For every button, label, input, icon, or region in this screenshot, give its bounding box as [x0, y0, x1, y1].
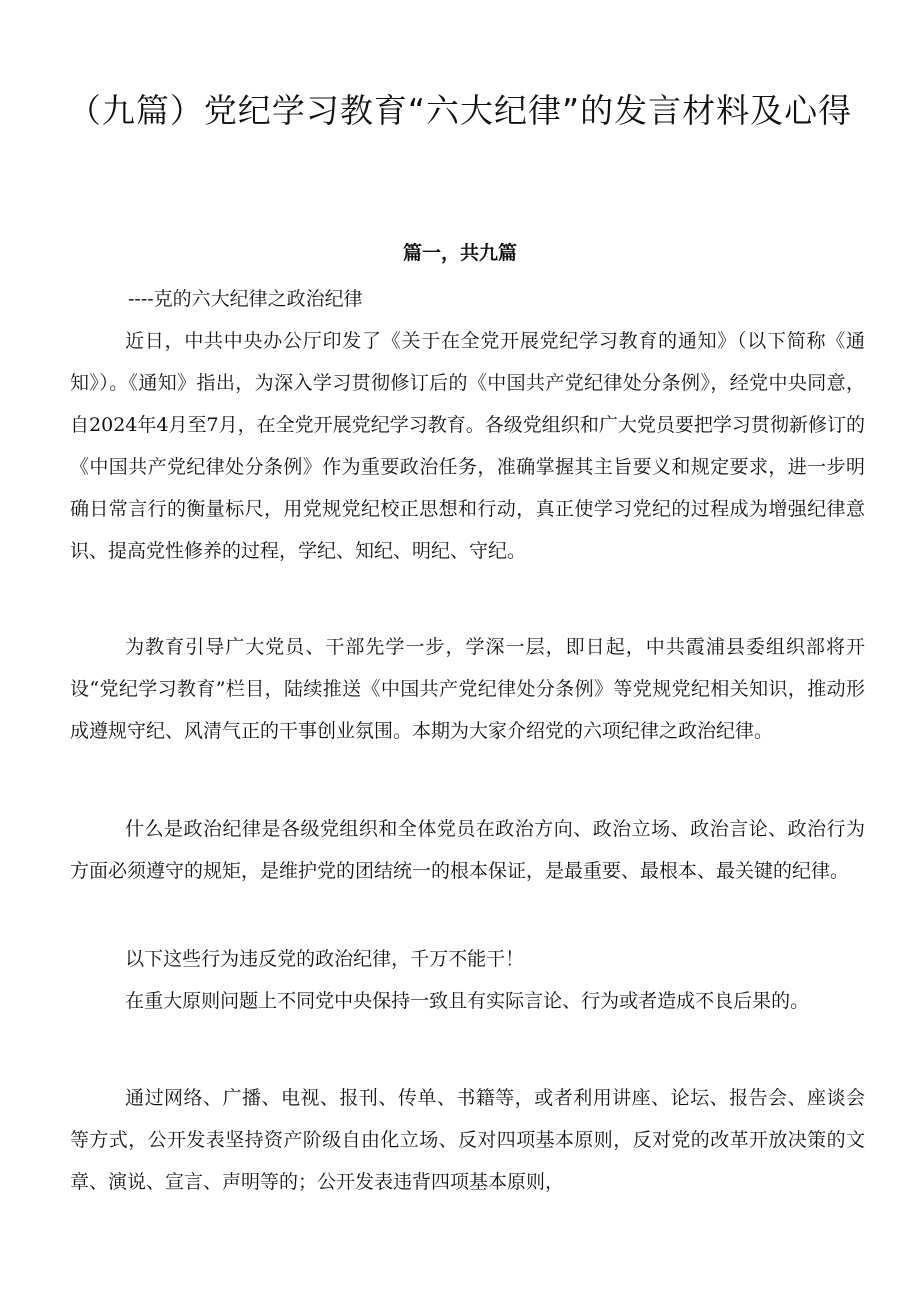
- section-heading: 篇一，共九篇: [402, 242, 517, 264]
- document-title: （九篇）党纪学习教育“六大纪律”的发言材料及心得: [67, 91, 853, 130]
- paragraph: 在重大原则问题上不同党中央保持一致且有实际言论、行为或者造成不良后果的。: [125, 990, 810, 1012]
- paragraph: 近日，中共中央办公厅印发了《关于在全党开展党纪学习教育的通知》（以下简称《通知》）。《通知》指出，为深入学习贯彻修订后的《中国共产党纪律处分条例》，经党中央同意，自2024年4月至7月，在全党开展党纪学习教育。各级党组织和广大党员要把学习贯彻新修订的《中国共产党纪律处分条例》作为重要政治任务，准确掌握其主旨要义和规定要求，进一步明确日常言行的衡量标尺，用党规党纪校正思想和行动，真正使学习党纪的过程成为增强纪律意识、提高党性修养的过程，学纪、知纪、明纪、守纪。: [70, 330, 865, 562]
- paragraph: 为教育引导广大党员、干部先学一步，学深一层，即日起，中共霞浦县委组织部将开设“党纪学习教育”栏目，陆续推送《中国共产党纪律处分条例》等党规党纪相关知识，推动形成遵规守纪、风清气正的干事创业氛围。本期为大家介绍党的六项纪律之政治纪律。: [70, 636, 865, 742]
- paragraph: 什么是政治纪律是各级党组织和全体党员在政治方向、政治立场、政治言论、政治行为方面必须遵守的规矩，是维护党的团结统一的根本保证，是最重要、最根本、最关键的纪律。: [70, 818, 865, 882]
- subheading: ----克的六大纪律之政治纪律: [128, 288, 363, 310]
- paragraph: 通过网络、广播、电视、报刊、传单、书籍等，或者利用讲座、论坛、报告会、座谈会等方式，公开发表坚持资产阶级自由化立场、反对四项基本原则，反对党的改革开放决策的文章、演说、宣言、声明等的；公开发表违背四项基本原则，: [70, 1087, 865, 1193]
- paragraph: 以下这些行为违反党的政治纪律，千万不能干！: [125, 948, 525, 970]
